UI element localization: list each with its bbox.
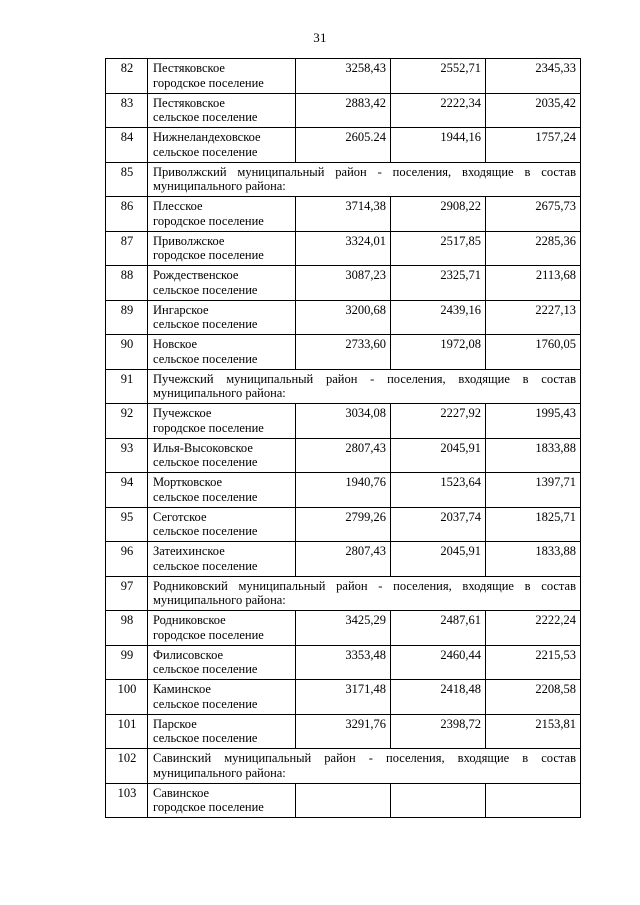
table-row [106, 611, 581, 646]
row-value-1: 2883,42 [296, 93, 391, 128]
table-row [106, 231, 581, 266]
row-name [148, 197, 296, 232]
table-row [106, 473, 581, 508]
row-number: 87 [106, 231, 148, 266]
row-value-3: 2153,81 [486, 714, 581, 749]
row-value-3: 2345,33 [486, 59, 581, 94]
row-name-line2: сельское поселение [153, 282, 258, 297]
row-name-line1: Савинское [153, 785, 210, 800]
row-value-3: 1757,24 [486, 128, 581, 163]
row-value-2: 2439,16 [391, 300, 486, 335]
row-value-2: 1972,08 [391, 335, 486, 370]
row-value-1: 3034,08 [296, 404, 391, 439]
row-number: 94 [106, 473, 148, 508]
row-value-1: 3087,23 [296, 266, 391, 301]
row-value-2: 1944,16 [391, 128, 486, 163]
row-value-1: 3291,76 [296, 714, 391, 749]
row-number: 88 [106, 266, 148, 301]
row-number: 89 [106, 300, 148, 335]
row-value-3: 1825,71 [486, 507, 581, 542]
row-name-line2: городское поселение [153, 627, 264, 642]
row-number: 85 [106, 162, 148, 197]
row-value-3: 2215,53 [486, 645, 581, 680]
row-value-1: 3171,48 [296, 680, 391, 715]
row-name-line2: городское поселение [153, 213, 264, 228]
row-number: 91 [106, 369, 148, 404]
table-body [106, 59, 581, 818]
row-name-line1: Плесское [153, 199, 203, 213]
row-name-line1: Каминское [153, 682, 211, 696]
table-row [106, 93, 581, 128]
row-number: 98 [106, 611, 148, 646]
row-number: 96 [106, 542, 148, 577]
row-number: 82 [106, 59, 148, 94]
table-row [106, 197, 581, 232]
row-name-line1: Сеготское [153, 509, 207, 524]
row-value-2: 2908,22 [391, 197, 486, 232]
row-number: 90 [106, 335, 148, 370]
table-row [106, 542, 581, 577]
row-name [148, 231, 296, 266]
row-value-1: 3324,01 [296, 231, 391, 266]
row-value-2: 2418,48 [391, 680, 486, 715]
table-section-row [106, 369, 581, 404]
row-value-2: 2222,34 [391, 93, 486, 128]
row-name [148, 783, 296, 818]
row-name-line1: Ингарское [153, 302, 209, 317]
table-row [106, 128, 581, 163]
table-row [106, 335, 581, 370]
table-row [106, 438, 581, 473]
row-value-2: 2045,91 [391, 542, 486, 577]
row-name-line2: сельское поселение [153, 558, 258, 573]
row-name [148, 507, 296, 542]
row-name [148, 335, 296, 370]
row-value-3: 1995,43 [486, 404, 581, 439]
row-value-2: 2045,91 [391, 438, 486, 473]
row-value-2: 2325,71 [391, 266, 486, 301]
row-name-line2: сельское поселение [153, 731, 258, 746]
row-name-line2: городское поселение [153, 75, 264, 90]
row-name [148, 266, 296, 301]
row-value-2: 2037,74 [391, 507, 486, 542]
row-value-2: 2460,44 [391, 645, 486, 680]
section-title: Родниковский муниципальный район - поселения, входящие в состав муниципального района: [148, 576, 581, 611]
row-value-3: 2227,13 [486, 300, 581, 335]
table-row [106, 266, 581, 301]
table-section-row [106, 749, 581, 784]
row-name [148, 680, 296, 715]
table-row [106, 645, 581, 680]
table-row [106, 783, 581, 818]
row-value-3: 2113,68 [486, 266, 581, 301]
row-name-line1: Пестяковское [153, 95, 225, 110]
row-number: 97 [106, 576, 148, 611]
row-name [148, 300, 296, 335]
row-number: 103 [106, 783, 148, 818]
row-value-3: 1760,05 [486, 335, 581, 370]
row-number: 95 [106, 507, 148, 542]
row-name [148, 714, 296, 749]
row-name-line2: сельское поселение [153, 317, 258, 332]
row-value-1: 2799,26 [296, 507, 391, 542]
row-number: 83 [106, 93, 148, 128]
row-value-3: 1397,71 [486, 473, 581, 508]
table-row [106, 300, 581, 335]
row-name-line2: сельское поселение [153, 455, 258, 470]
row-value-2: 2487,61 [391, 611, 486, 646]
row-value-2 [391, 783, 486, 818]
row-value-3: 2222,24 [486, 611, 581, 646]
row-value-1: 3714,38 [296, 197, 391, 232]
row-name [148, 59, 296, 94]
row-value-2: 2227,92 [391, 404, 486, 439]
table-row [106, 714, 581, 749]
row-name-line1: Пучежское [153, 406, 212, 420]
table-section-row [106, 162, 581, 197]
row-name-line1: Родниковское [153, 613, 226, 627]
row-value-3: 1833,88 [486, 438, 581, 473]
row-number: 86 [106, 197, 148, 232]
section-title: Пучежский муниципальный район - поселения, входящие в состав муниципального района: [148, 369, 581, 404]
section-title: Савинский муниципальный район - поселения, входящие в состав муниципального района: [148, 749, 581, 784]
row-value-2: 1523,64 [391, 473, 486, 508]
row-name-line1: Затеихинское [153, 544, 225, 558]
row-name-line1: Илья-Высоковское [153, 440, 253, 455]
row-value-3 [486, 783, 581, 818]
row-number: 92 [106, 404, 148, 439]
row-name-line2: сельское поселение [153, 489, 258, 504]
section-title: Приволжский муниципальный район - поселения, входящие в состав муниципального района: [148, 162, 581, 197]
row-number: 99 [106, 645, 148, 680]
row-name [148, 438, 296, 473]
row-name-line2: сельское поселение [153, 351, 258, 366]
row-name-line1: Парское [153, 716, 197, 731]
row-value-1: 3200,68 [296, 300, 391, 335]
row-name-line2: сельское поселение [153, 696, 258, 711]
row-number: 101 [106, 714, 148, 749]
row-name [148, 473, 296, 508]
table-row [106, 59, 581, 94]
row-value-1: 2733,60 [296, 335, 391, 370]
row-value-2: 2552,71 [391, 59, 486, 94]
row-value-1: 2807,43 [296, 438, 391, 473]
row-name [148, 404, 296, 439]
row-name-line1: Мортковское [153, 475, 223, 489]
row-name-line1: Филисовское [153, 647, 224, 662]
row-name-line2: сельское поселение [153, 110, 258, 125]
row-value-3: 2208,58 [486, 680, 581, 715]
row-name-line2: городское поселение [153, 248, 264, 263]
row-value-1: 1940,76 [296, 473, 391, 508]
row-number: 102 [106, 749, 148, 784]
row-name-line2: сельское поселение [153, 524, 258, 539]
row-value-1: 2605.24 [296, 128, 391, 163]
row-value-1 [296, 783, 391, 818]
row-name-line1: Пестяковское [153, 61, 225, 75]
row-value-3: 1833,88 [486, 542, 581, 577]
row-name-line1: Новское [153, 337, 198, 351]
row-value-1: 3353,48 [296, 645, 391, 680]
row-name-line2: городское поселение [153, 800, 264, 815]
row-number: 93 [106, 438, 148, 473]
row-name [148, 611, 296, 646]
row-name-line2: сельское поселение [153, 144, 258, 159]
table-row [106, 404, 581, 439]
row-name-line2: сельское поселение [153, 662, 258, 677]
table-row [106, 507, 581, 542]
row-name [148, 645, 296, 680]
row-name-line1: Рождественское [153, 268, 239, 282]
row-name [148, 128, 296, 163]
row-value-1: 3258,43 [296, 59, 391, 94]
row-value-3: 2285,36 [486, 231, 581, 266]
row-value-2: 2517,85 [391, 231, 486, 266]
page-number: 31 [313, 30, 327, 45]
row-value-3: 2675,73 [486, 197, 581, 232]
row-number: 84 [106, 128, 148, 163]
row-name-line2: городское поселение [153, 420, 264, 435]
row-name [148, 93, 296, 128]
municipalities-table [105, 58, 581, 818]
row-value-3: 2035,42 [486, 93, 581, 128]
row-value-1: 2807,43 [296, 542, 391, 577]
row-name [148, 542, 296, 577]
row-number: 100 [106, 680, 148, 715]
row-value-2: 2398,72 [391, 714, 486, 749]
table-container [0, 58, 640, 818]
row-value-1: 3425,29 [296, 611, 391, 646]
row-name-line1: Приволжское [153, 233, 225, 248]
table-row [106, 680, 581, 715]
table-section-row [106, 576, 581, 611]
row-name-line1: Нижнеландеховское [153, 130, 261, 144]
